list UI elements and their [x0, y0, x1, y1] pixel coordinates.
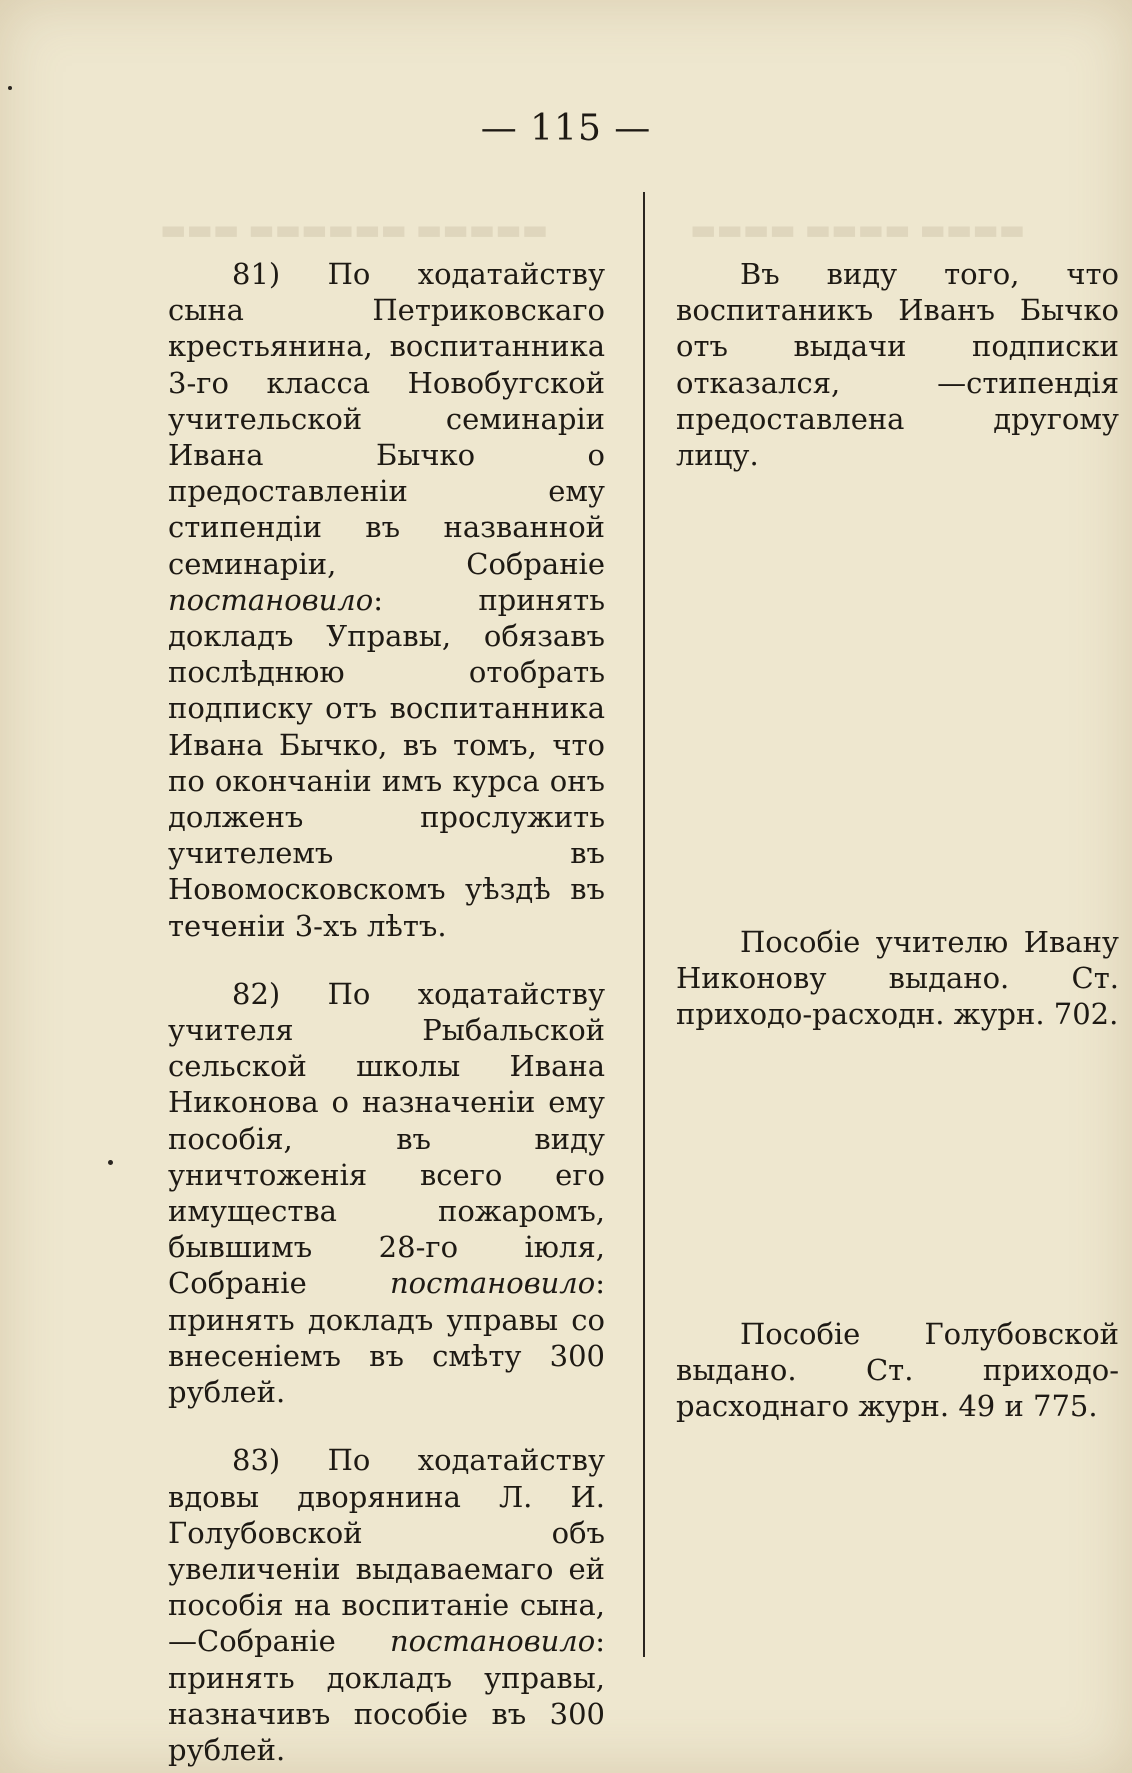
item-number: 83) [232, 1443, 281, 1478]
page-number: — 115 — [480, 108, 652, 149]
note-nikonov: Пособіе учителю Ивану Никонову выдано. Ст. приходо-расходн. журн. 702. [676, 925, 1119, 1032]
item-text-continued: : принять докладъ Управы, обязавъ послѣднюю отобрать подписку отъ воспитанника Ивана Бычко, въ томъ, что по окончаніи имъ курса онъ долженъ прослужить учителемъ въ Новомосковскомъ уѣздѣ въ теченіи 3-хъ лѣтъ. [168, 582, 605, 943]
ink-speck [108, 1160, 113, 1165]
item-text: По ходатайству сына Петриковскаго крестьянина, воспитанника 3-го класса Новобугской учительской семинаріи Ивана Бычко о предоставленіи ему стипендіи въ названной семинаріи, Собраніе [168, 257, 606, 581]
item-text-continued: : принять докладъ управы со внесеніемъ въ смѣту 300 рублей. [168, 1266, 605, 1410]
resolution-82 [168, 976, 605, 1410]
column-divider [643, 192, 645, 1657]
main-column [168, 256, 605, 1768]
ink-speck [8, 86, 12, 90]
resolution-81 [168, 256, 605, 944]
decision-word: постановило [390, 1624, 596, 1659]
resolution-83 [168, 1442, 605, 1768]
bleed-through-right: ▬▬▬▬ ▬▬▬▬ ▬▬▬▬ [690, 213, 1026, 246]
item-text: По ходатайству вдовы дворянина Л. И. Голубовской объ увеличеніи выдаваемаго ей пособія на воспитаніе сына, —Собраніе [168, 1443, 606, 1659]
note-golubovskaya: Пособіе Голубовской выдано. Ст. приходо-расходнаго журн. 49 и 775. [676, 1317, 1119, 1424]
decision-word: постановило [390, 1266, 596, 1301]
item-number: 81) [232, 257, 281, 291]
note-stipend: Въ виду того, что воспитаникъ Иванъ Бычко отъ выдачи подписки отказался, —стипендія предоставлена другому лицу. [676, 257, 1119, 473]
item-text-continued: : принять докладъ управы, назначивъ пособіе въ 300 рублей. [168, 1624, 605, 1767]
bleed-through-left: ▬▬▬ ▬▬▬▬▬▬ ▬▬▬▬▬ [160, 213, 549, 246]
item-text: По ходатайству учителя Рыбальской сельской школы Ивана Никонова о назначеніи ему пособія, въ виду уничтоженія всего его имущества пожаромъ, бывшимъ 28-го іюля, Собраніе [168, 976, 606, 1301]
item-number: 82) [232, 976, 281, 1011]
decision-word: постановило [168, 582, 374, 617]
